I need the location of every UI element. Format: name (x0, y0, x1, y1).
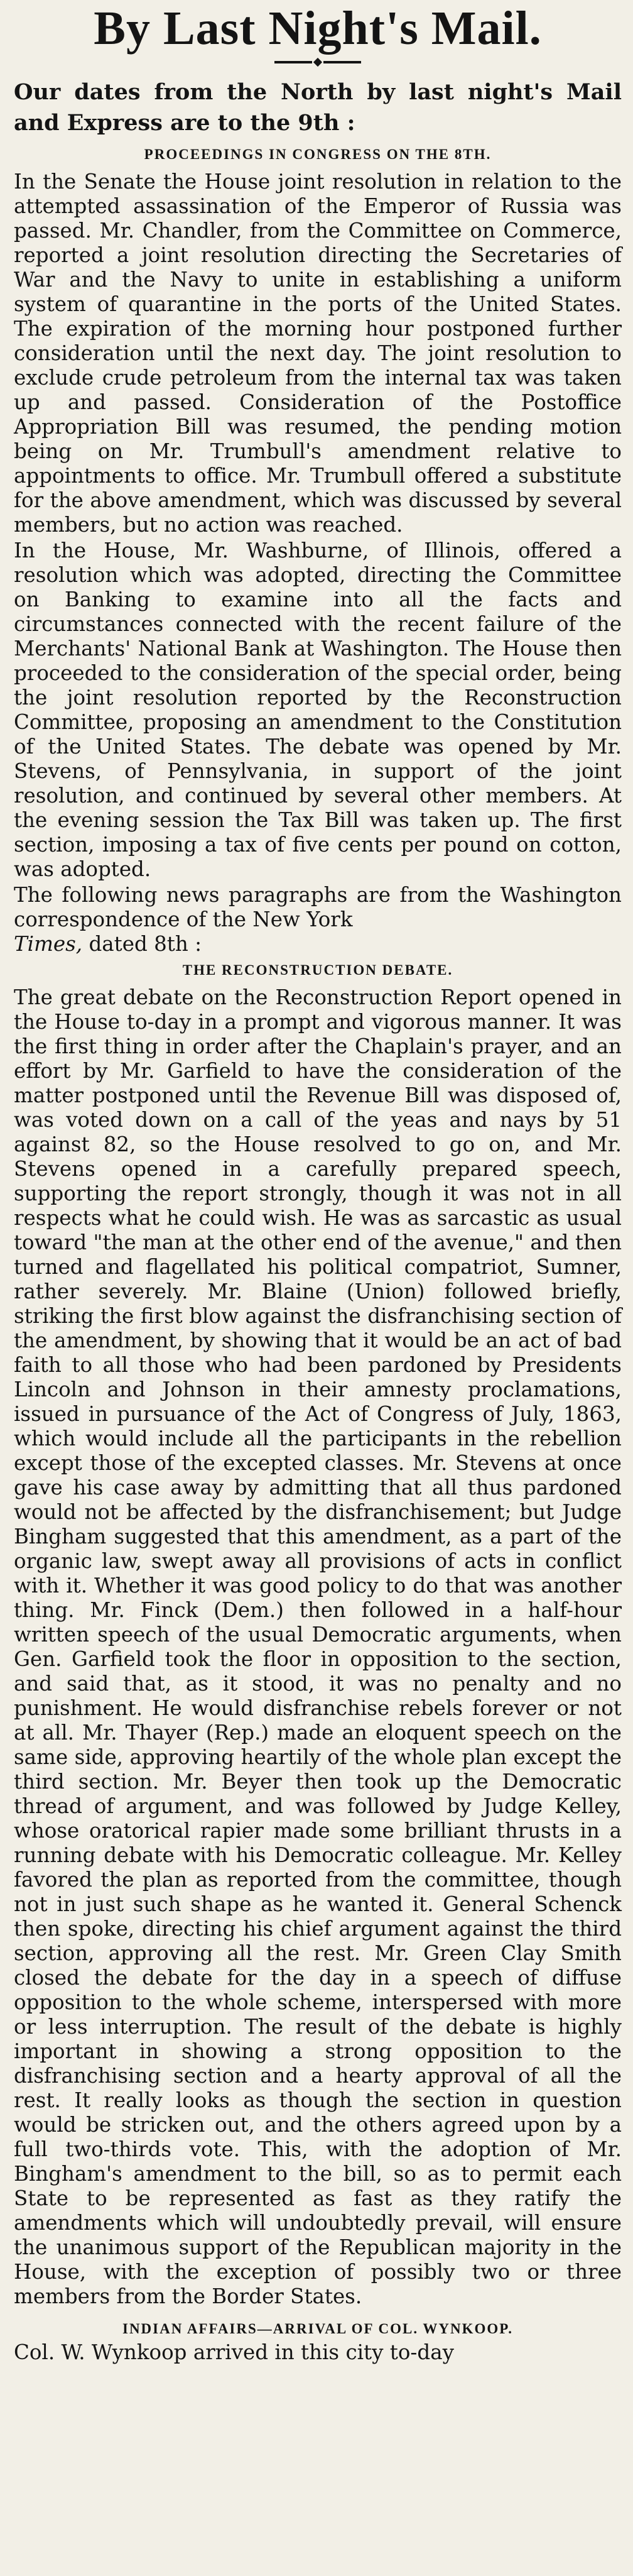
intro-paragraph: Our dates from the North by last night's Mail and Express are to the 9th : (14, 79, 622, 136)
ornament-line-left (274, 61, 312, 63)
washington-correspondence-paragraph (14, 883, 622, 956)
section-heading-indian-affairs: INDIAN AFFAIRS—ARRIVAL OF COL. WYNKOOP. (122, 2321, 513, 2337)
section-heading-reconstruction: THE RECONSTRUCTION DEBATE. (182, 962, 453, 978)
indian-affairs-first-line: Col. W. Wynkoop arrived in this city to-day (14, 2340, 454, 2364)
washington-text: The following news paragraphs are from the Washington correspondence of the New York (14, 883, 622, 931)
washington-date: dated 8th : (82, 932, 202, 956)
section-heading-congress: PROCEEDINGS IN CONGRESS ON THE 8TH. (144, 146, 492, 162)
reconstruction-debate-paragraph: The great debate on the Reconstruction Report opened in the House to-day in a prompt and vigorous manner. It was the first thing in order after the Chaplain's prayer, and an effort by Mr. Garfield to have the consideration of the matter postponed until the Revenue Bill was disposed of, was voted down on a call of the yeas and nays by 51 against 82, so the House resolved to go on, and Mr. Stevens opened in a carefully prepared speech, supporting the report strongly, though it was not in all respects what he could wish. He was as sarcastic as usual toward "the man at the other end of the avenue," and then turned and flagellated his political compatriot, Sumner, rather severely. Mr. Blaine (Union) followed briefly, striking the first blow against the disfranchising section of the amendment, by showing that it would be an act of bad faith to all those who had been pardoned by Presidents Lincoln and Johnson in their amnesty proclamations, issued in pursuance of the Act of Congress of July, 1863, which would include all the participants in the rebellion except those of the excepted classes. Mr. Stevens at once gave his case away by admitting that all thus pardoned would not be affected by the disfranchisement; but Judge Bingham suggested that this amendment, as a part of the organic law, swept away all provisions of acts in conflict with it. Whether it was good policy to do that was another thing. Mr. Finck (Dem.) then followed in a half-hour written speech of the usual Democratic arguments, when Gen. Garfield took the floor in opposition to the section, and said that, as it stood, it was no penalty and no punishment. He would disfranchise rebels forever or not at all. Mr. Thayer (Rep.) made an eloquent speech on the same side, approving heartily of the whole plan except the third section. Mr. Beyer then took up the Democratic thread of argument, and was followed by Judge Kelley, whose oratorical rapier made some brilliant thrusts in a running debate with his Democratic colleague. Mr. Kelley favored the plan as reported from the committee, though not in just such shape as he wanted it. General Schenck then spoke, directing his chief argument against the third section, approving all the rest. Mr. Green Clay Smith closed the debate for the day in a speech of diffuse opposition to the whole scheme, interspersed with more or less interruption. The result of the debate is highly important in showing a strong opposition to the disfranchising section and a hearty approval of all the rest. It really looks as though the section in question would be stricken out, and the others agreed upon by a full two-thirds vote. This, with the adoption of Mr. Bingham's amendment to the bill, so as to permit each State to be represented as fast as they ratify the amendments which will undoubtedly prevail, will ensure the unanimous support of the Republican majority in the House, with the exception of possibly two or three members from the Border States. (14, 985, 622, 2308)
senate-paragraph: In the Senate the House joint resolution in relation to the attempted assassination of the Emperor of Russia was passed. Mr. Chandler, from the Committee on Commerce, reported a joint resolution directing the Secretaries of War and the Navy to unite in establishing a uniform system of quarantine in the ports of the United States. The expiration of the morning hour postponed further consideration until the next day. The joint resolution to exclude crude petroleum from the internal tax was taken up and passed. Consideration of the Postoffice Appropriation Bill was resumed, the pending motion being on Mr. Trumbull's amendment relative to appointments to office. Mr. Trumbull offered a substitute for the above amendment, which was discussed by several members, but no action was reached. (14, 170, 622, 537)
newspaper-name: Times, (14, 932, 83, 956)
house-paragraph: In the House, Mr. Washburne, of Illinois, offered a resolution which was adopted, directing the Committee on Banking to examine into all the facts and circumstances connected with the recent failure of the Merchants' National Bank at Washington. The House then proceeded to the consideration of the special order, being the joint resolution reported by the Reconstruction Committee, proposing an amendment to the Constitution of the United States. The debate was opened by Mr. Stevens, of Pennsylvania, in support of the joint resolution, and continued by several other members. At the evening session the Tax Bill was taken up. The first section, imposing a tax of five cents per pound on cotton, was adopted. (14, 539, 622, 881)
ornament-diamond (313, 58, 322, 67)
title-ornament-divider (14, 55, 622, 69)
ornament-line-right (323, 61, 361, 63)
page-title: By Last Night's Mail. (94, 2, 542, 55)
